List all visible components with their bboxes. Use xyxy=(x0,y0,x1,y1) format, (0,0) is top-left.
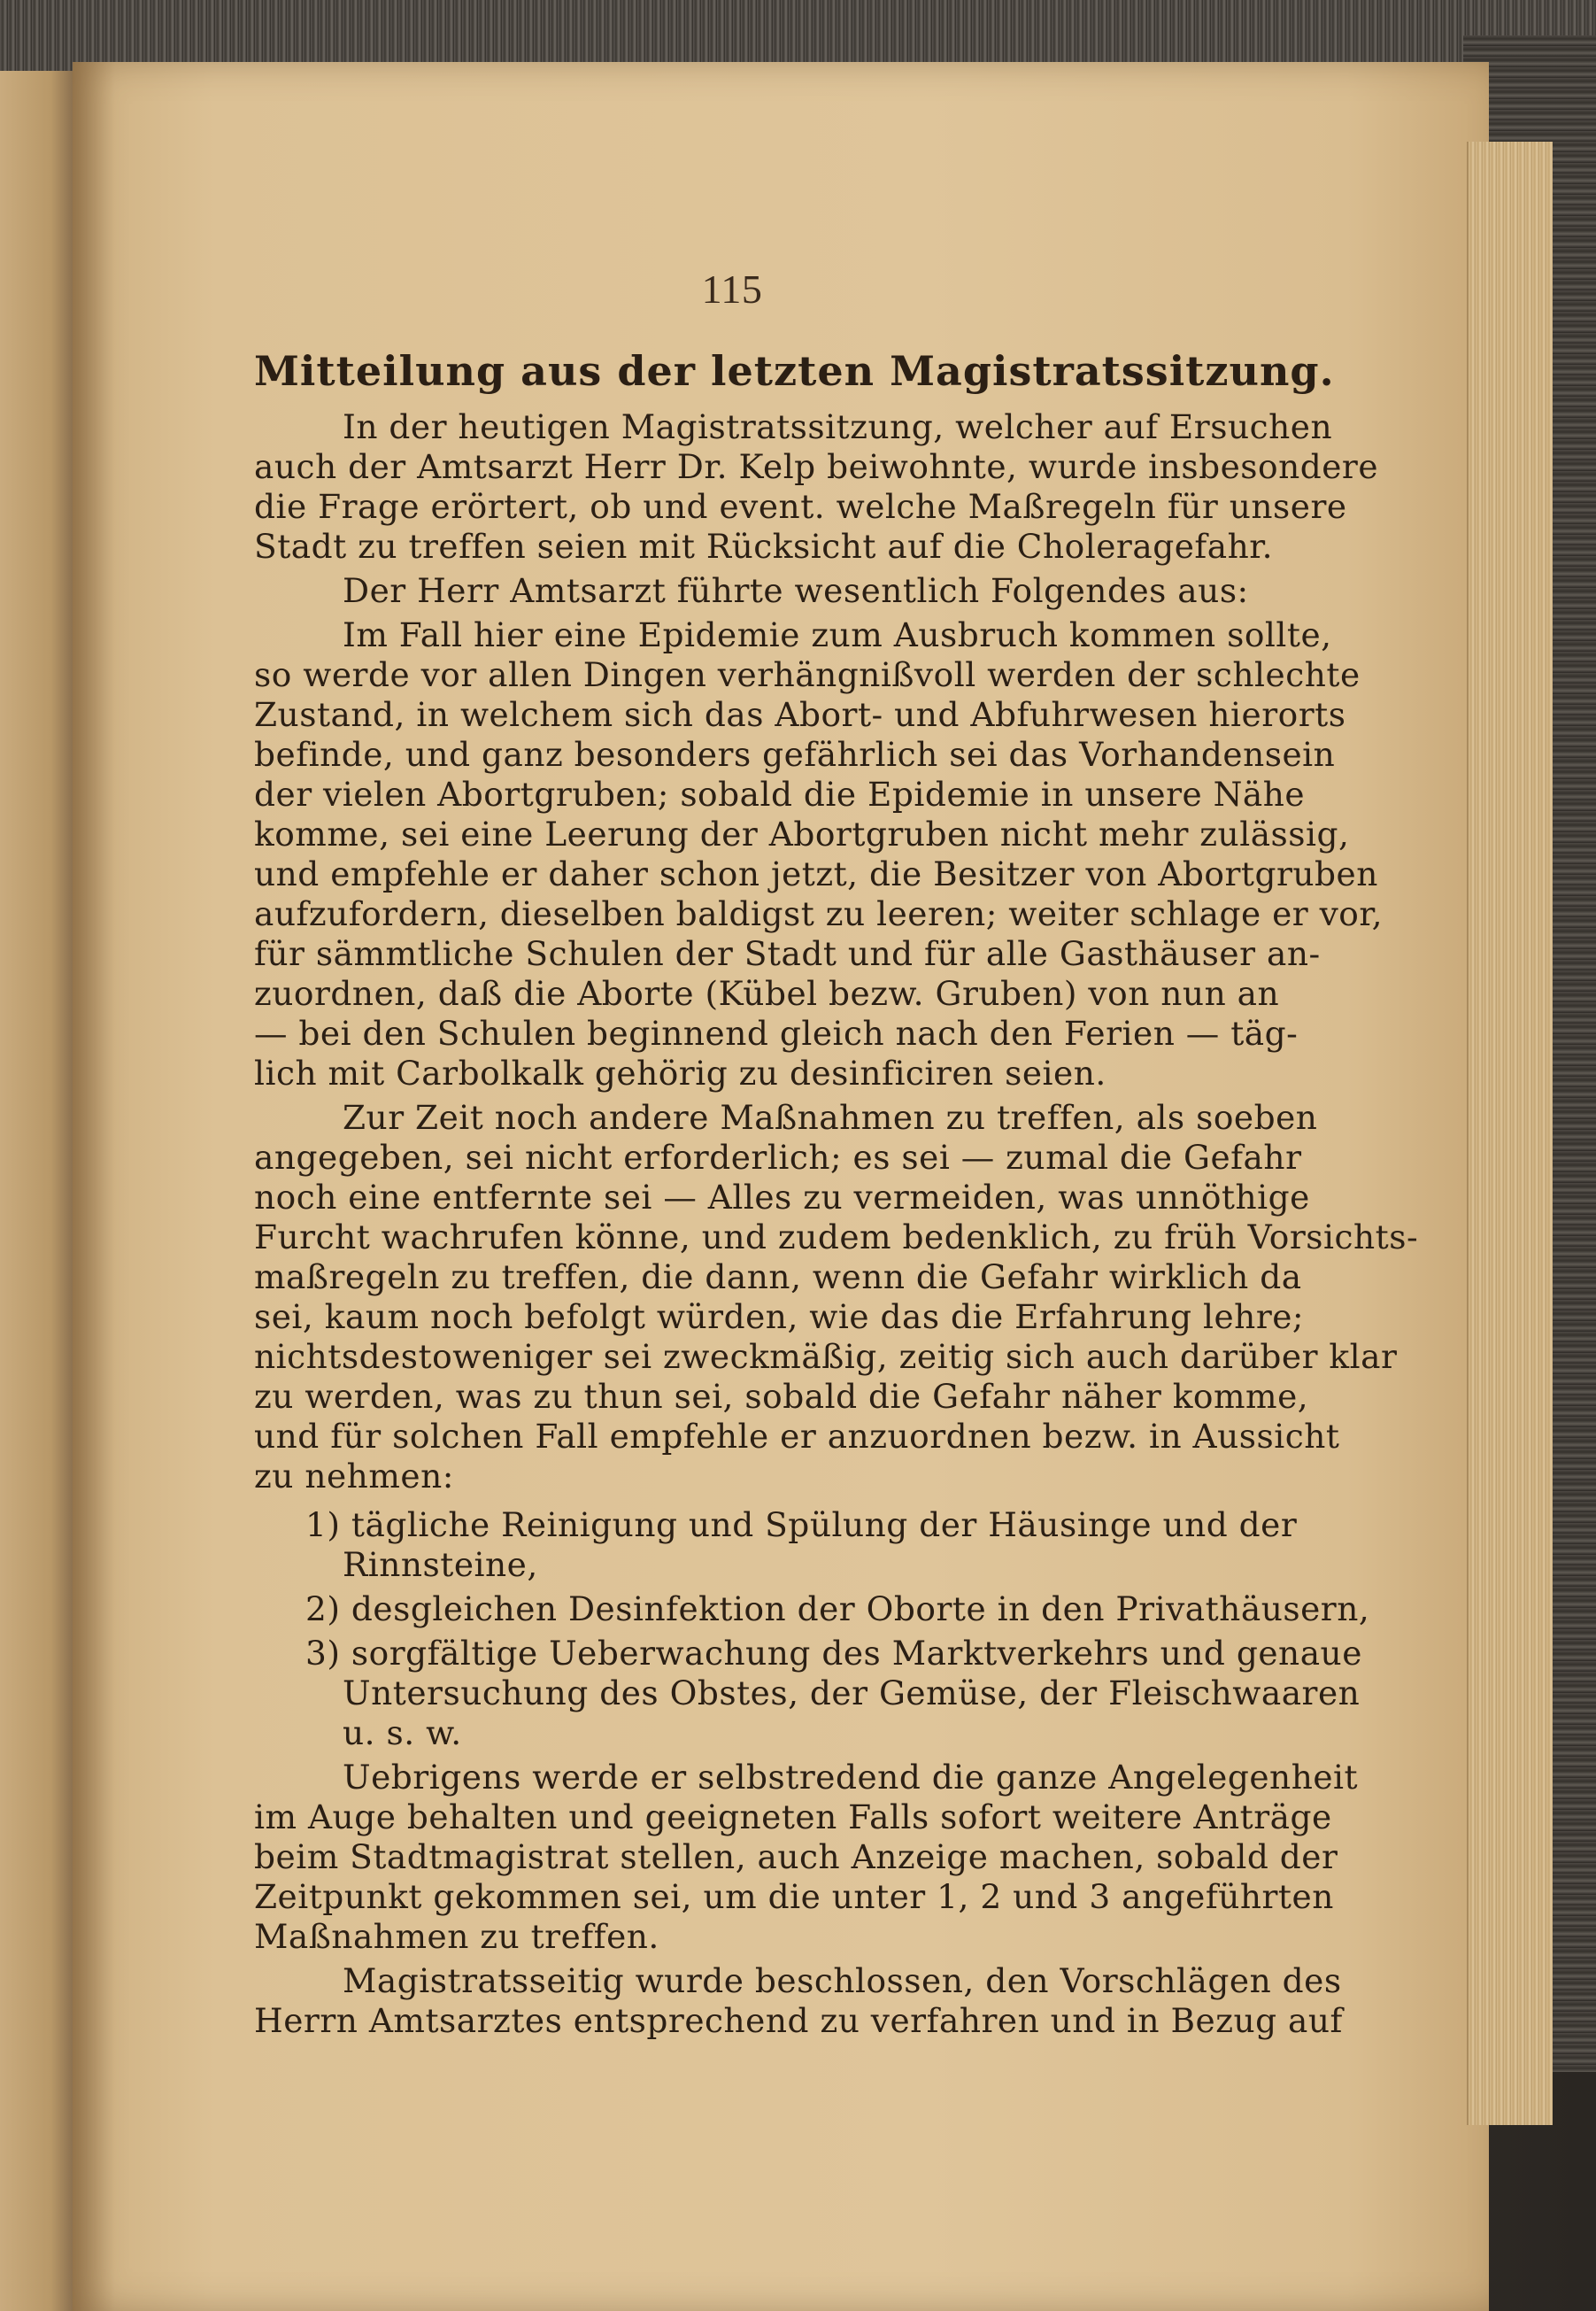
list-item-continuation: Rinnsteine, xyxy=(343,1545,538,1584)
text-line: noch eine entfernte sei — Alles zu vermeiden, was unnöthige xyxy=(254,1178,1310,1217)
text-line: im Auge behalten und geeigneten Falls sofort weitere Anträge xyxy=(254,1797,1332,1836)
text-line: Herrn Amtsarztes entsprechend zu verfahren und in Bezug auf xyxy=(254,2001,1343,2040)
text-line: lich mit Carbolkalk gehörig zu desinficiren seien. xyxy=(254,1054,1106,1093)
text-line: beim Stadtmagistrat stellen, auch Anzeige machen, sobald der xyxy=(254,1837,1338,1876)
text-line: Magistratsseitig wurde beschlossen, den Vorschlägen des xyxy=(343,1961,1342,2000)
text-line: für sämmtliche Schulen der Stadt und für alle Gasthäuser an- xyxy=(254,934,1321,973)
text-line: — bei den Schulen beginnend gleich nach den Ferien — täg- xyxy=(254,1014,1299,1053)
list-item: 3) sorgfältige Ueberwachung des Marktverkehrs und genaue xyxy=(305,1634,1362,1673)
text-line: so werde vor allen Dingen verhängnißvoll werden der schlechte xyxy=(254,655,1361,694)
text-line: angegeben, sei nicht erforderlich; es sei — zumal die Gefahr xyxy=(254,1138,1302,1177)
text-line: Zustand, in welchem sich das Abort- und Abfuhrwesen hierorts xyxy=(254,695,1346,734)
page-stack-edges xyxy=(1467,142,1553,2125)
text-line: befinde, und ganz besonders gefährlich sei das Vorhandensein xyxy=(254,735,1336,774)
text-line: die Frage erörtert, ob und event. welche Maßregeln für unsere xyxy=(254,487,1347,526)
text-line: zuordnen, daß die Aborte (Kübel bezw. Gruben) von nun an xyxy=(254,974,1280,1013)
article-heading: Mitteilung aus der letzten Magistratssitzung. xyxy=(254,347,1335,395)
list-item-continuation: Untersuchung des Obstes, der Gemüse, der Fleischwaaren xyxy=(343,1673,1361,1712)
page-number: 115 xyxy=(701,267,763,312)
text-line: Zeitpunkt gekommen sei, um die unter 1, 2 und 3 angeführten xyxy=(254,1877,1334,1916)
text-line: und empfehle er daher schon jetzt, die Besitzer von Abortgruben xyxy=(254,854,1378,893)
text-line: Im Fall hier eine Epidemie zum Ausbruch kommen sollte, xyxy=(343,615,1332,654)
text-line: Maßnahmen zu treffen. xyxy=(254,1917,659,1956)
text-line: zu werden, was zu thun sei, sobald die Gefahr näher komme, xyxy=(254,1377,1309,1416)
previous-page-edge xyxy=(0,71,73,2311)
text-line: Der Herr Amtsarzt führte wesentlich Folgendes aus: xyxy=(343,571,1249,610)
book-page xyxy=(73,62,1489,2311)
text-line: nichtsdestoweniger sei zweckmäßig, zeitig sich auch darüber klar xyxy=(254,1337,1398,1376)
list-item: 2) desgleichen Desinfektion der Oborte in den Privathäusern, xyxy=(305,1589,1370,1628)
text-line: auch der Amtsarzt Herr Dr. Kelp beiwohnte, wurde insbesondere xyxy=(254,447,1379,486)
text-line: komme, sei eine Leerung der Abortgruben nicht mehr zulässig, xyxy=(254,815,1350,854)
text-line: aufzufordern, dieselben baldigst zu leeren; weiter schlage er vor, xyxy=(254,894,1384,933)
text-line: und für solchen Fall empfehle er anzuordnen bezw. in Aussicht xyxy=(254,1417,1340,1456)
list-item: 1) tägliche Reinigung und Spülung der Häusinge und der xyxy=(305,1505,1298,1544)
text-line: zu nehmen: xyxy=(254,1457,454,1496)
text-line: Zur Zeit noch andere Maßnahmen zu treffen, als soeben xyxy=(343,1098,1318,1137)
text-line: Stadt zu treffen seien mit Rücksicht auf die Choleragefahr. xyxy=(254,527,1274,566)
text-line: Uebrigens werde er selbstredend die ganze Angelegenheit xyxy=(343,1758,1359,1797)
text-line: Furcht wachrufen könne, und zudem bedenklich, zu früh Vorsichts- xyxy=(254,1217,1419,1256)
text-line: In der heutigen Magistratssitzung, welcher auf Ersuchen xyxy=(343,407,1333,446)
text-line: der vielen Abortgruben; sobald die Epidemie in unsere Nähe xyxy=(254,775,1306,814)
text-line: sei, kaum noch befolgt würden, wie das die Erfahrung lehre; xyxy=(254,1297,1305,1336)
text-line: maßregeln zu treffen, die dann, wenn die Gefahr wirklich da xyxy=(254,1257,1302,1296)
list-item-continuation: u. s. w. xyxy=(343,1713,462,1752)
